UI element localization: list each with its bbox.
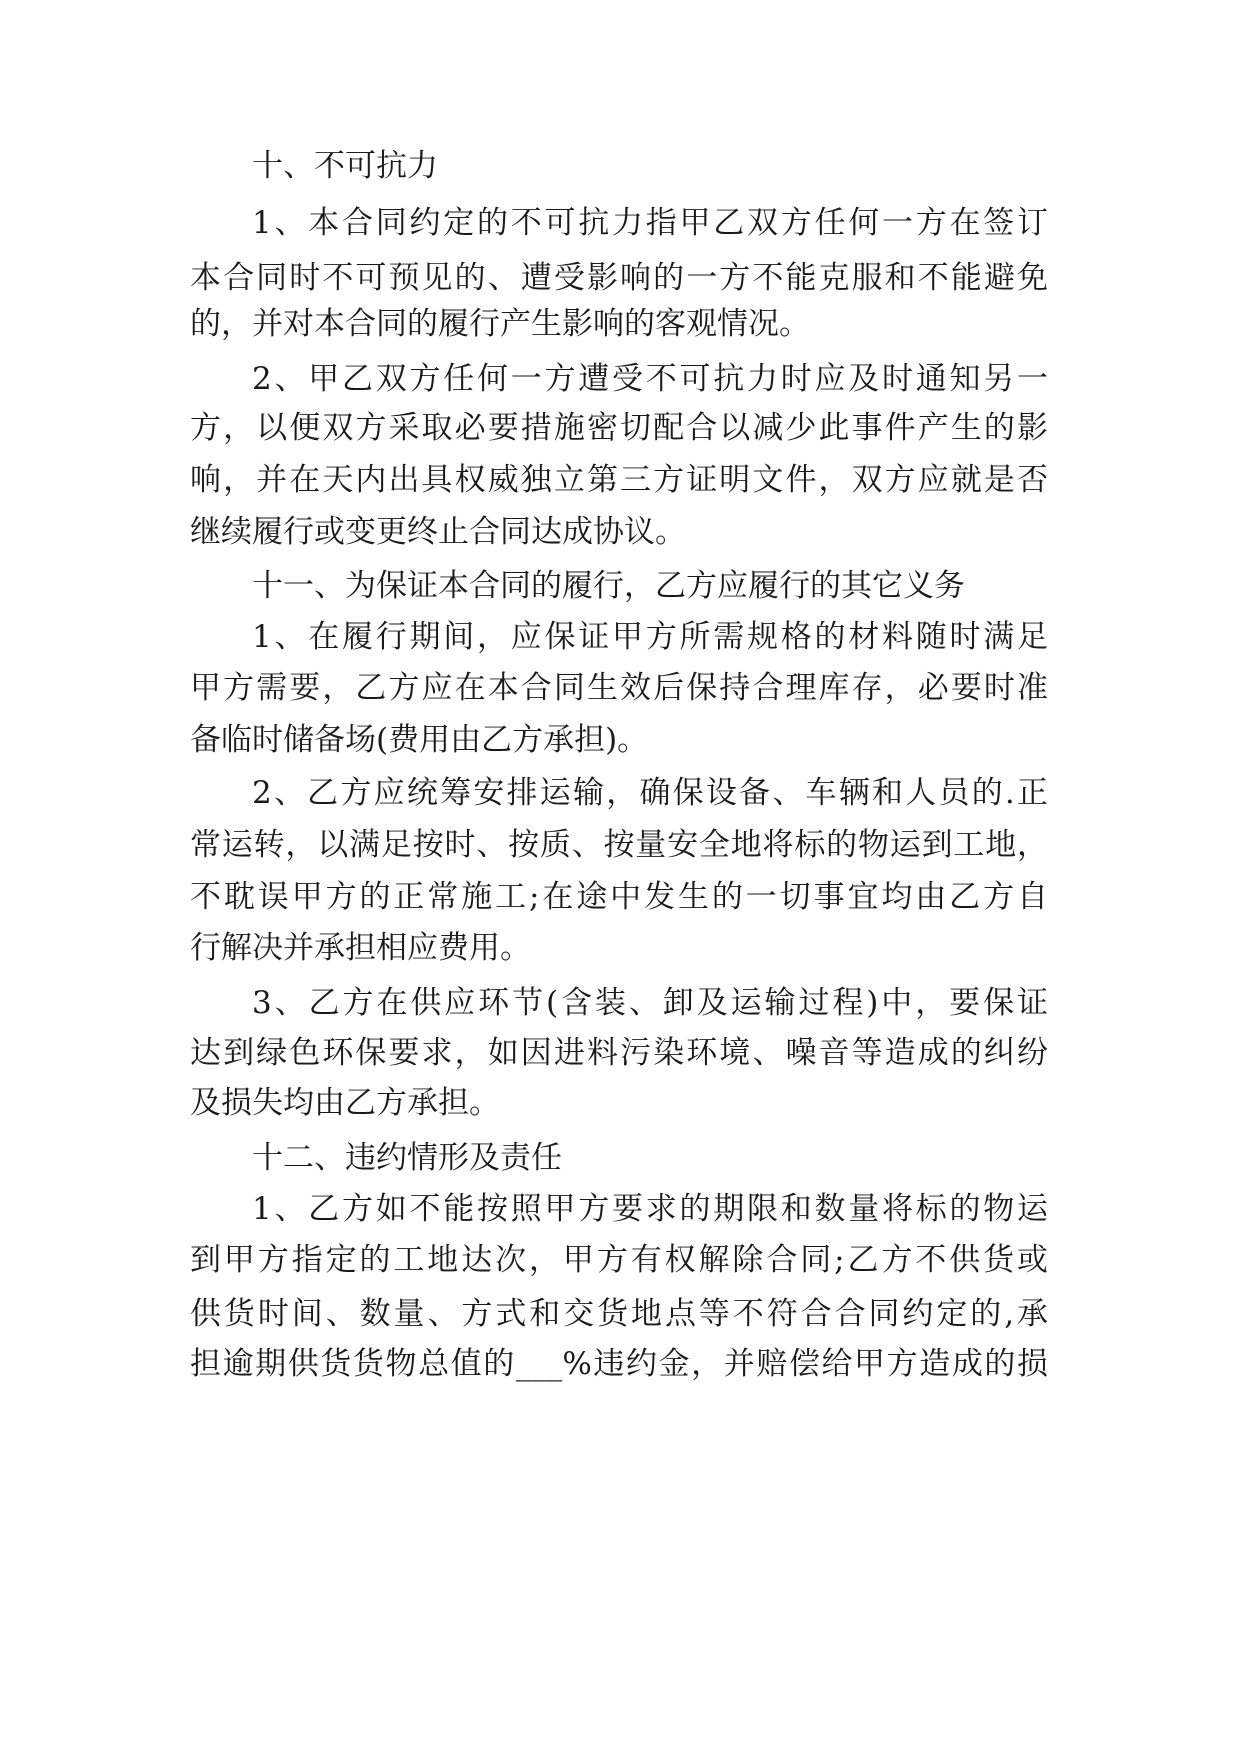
paragraph-line: 1、本合同约定的不可抗力指甲乙双方任何一方在签订 bbox=[252, 205, 1048, 241]
paragraph-line: 备临时储备场(费用由乙方承担)。 bbox=[190, 722, 649, 758]
paragraph-line: 3、乙方在供应环节(含装、卸及运输过程)中，要保证 bbox=[252, 985, 1048, 1021]
paragraph-line: 担逾期供货货物总值的___%违约金，并赔偿给甲方造成的损 bbox=[190, 1346, 1048, 1382]
paragraph-line: 2、乙方应统筹安排运输，确保设备、车辆和人员的.正 bbox=[252, 775, 1048, 811]
paragraph-line: 到甲方指定的工地达次，甲方有权解除合同;乙方不供货或 bbox=[190, 1242, 1048, 1278]
paragraph-line: 及损失均由乙方承担。 bbox=[190, 1085, 500, 1121]
paragraph-line: 方，以便双方采取必要措施密切配合以减少此事件产生的影 bbox=[190, 410, 1048, 446]
paragraph-line: 1、乙方如不能按照甲方要求的期限和数量将标的物运 bbox=[252, 1191, 1048, 1227]
section-heading-11: 十一、为保证本合同的履行，乙方应履行的其它义务 bbox=[252, 568, 965, 604]
paragraph-line: 甲方需要，乙方应在本合同生效后保持合理库存，必要时准 bbox=[190, 670, 1048, 706]
paragraph-line: 供货时间、数量、方式和交货地点等不符合合同约定的,承 bbox=[190, 1296, 1048, 1332]
paragraph-line: 2、甲乙双方任何一方遭受不可抗力时应及时通知另一 bbox=[252, 361, 1048, 397]
paragraph-line: 响，并在天内出具权威独立第三方证明文件，双方应就是否 bbox=[190, 462, 1048, 498]
paragraph-line: 本合同时不可预见的、遭受影响的一方不能克服和不能避免 bbox=[190, 260, 1048, 296]
paragraph-line: 继续履行或变更终止合同达成协议。 bbox=[190, 514, 686, 550]
paragraph-line: 的，并对本合同的履行产生影响的客观情况。 bbox=[190, 306, 810, 342]
paragraph-line: 1、在履行期间，应保证甲方所需规格的材料随时满足 bbox=[252, 619, 1048, 655]
paragraph-line: 常运转，以满足按时、按质、按量安全地将标的物运到工地， bbox=[190, 827, 1048, 863]
paragraph-line: 不耽误甲方的正常施工;在途中发生的一切事宜均由乙方自 bbox=[190, 879, 1048, 915]
paragraph-line: 达到绿色环保要求，如因进料污染环境、噪音等造成的纠纷 bbox=[190, 1035, 1048, 1071]
section-heading-12: 十二、违约情形及责任 bbox=[252, 1140, 562, 1176]
section-heading-10: 十、不可抗力 bbox=[252, 148, 438, 184]
paragraph-line: 行解决并承担相应费用。 bbox=[190, 930, 531, 966]
